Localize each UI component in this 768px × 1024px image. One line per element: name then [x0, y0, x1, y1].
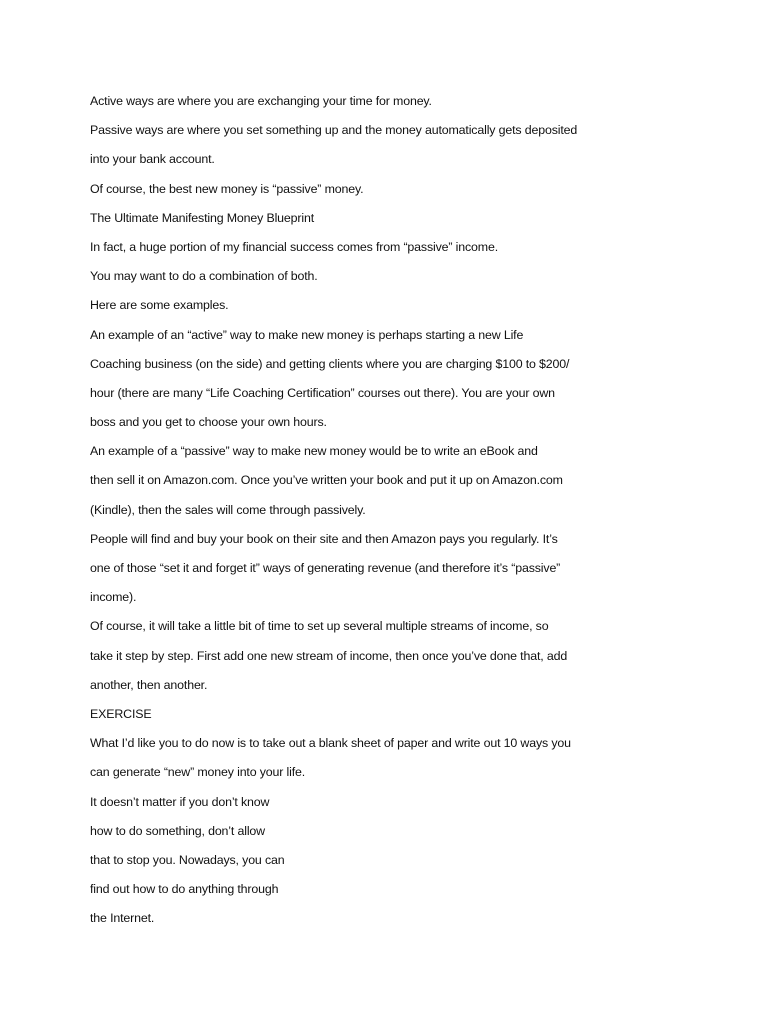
text-line: An example of an “active” way to make new money is perhaps starting a new Life — [90, 327, 524, 342]
body-text — [90, 87, 730, 933]
text-line: Coaching business (on the side) and getting clients where you are charging $100 to $200/ — [90, 356, 570, 371]
text-line: What I’d like you to do now is to take out a blank sheet of paper and write out 10 ways you — [90, 736, 571, 751]
text-line: can generate “new” money into your life. — [90, 765, 306, 780]
text-line: then sell it on Amazon.com. Once you’ve written your book and put it up on Amazon.com — [90, 473, 563, 488]
section-title: The Ultimate Manifesting Money Blueprint — [90, 210, 315, 225]
text-line: Here are some examples. — [90, 298, 229, 313]
text-line: one of those “set it and forget it” ways of generating revenue (and therefore it’s “passive” — [90, 561, 561, 575]
text-line: income). — [90, 590, 137, 605]
text-line: An example of a “passive” way to make new money would be to write an eBook and — [90, 444, 538, 459]
text-line: (Kindle), then the sales will come through passively. — [90, 502, 366, 517]
text-line: It doesn’t matter if you don’t know — [90, 794, 270, 809]
text-line: You may want to do a combination of both. — [90, 269, 318, 284]
text-line: hour (there are many “Life Coaching Certification” courses out there). You are your own — [90, 385, 555, 400]
exercise-heading: EXERCISE — [90, 706, 152, 721]
text-line: Of course, it will take a little bit of time to set up several multiple streams of income, so — [90, 619, 549, 634]
text-line: boss and you get to choose your own hours. — [90, 415, 327, 430]
text-line: another, then another. — [90, 677, 208, 692]
text-line: In fact, a huge portion of my financial success comes from “passive” income. — [90, 239, 498, 254]
text-line: how to do something, don’t allow — [90, 823, 265, 838]
text-line: take it step by step. First add one new stream of income, then once you’ve done that, add — [90, 648, 568, 663]
text-line: Of course, the best new money is “passive” money. — [90, 181, 364, 196]
text-line: find out how to do anything through — [90, 882, 279, 897]
text-line: People will find and buy your book on their site and then Amazon pays you regularly. It’s — [90, 531, 558, 546]
text-line: the Internet. — [90, 911, 155, 926]
text-line: Passive ways are where you set something up and the money automatically gets deposited — [90, 123, 578, 138]
text-line: into your bank account. — [90, 152, 215, 167]
text-line: Active ways are where you are exchanging your time for money. — [90, 94, 432, 108]
text-line: that to stop you. Nowadays, you can — [90, 852, 285, 867]
